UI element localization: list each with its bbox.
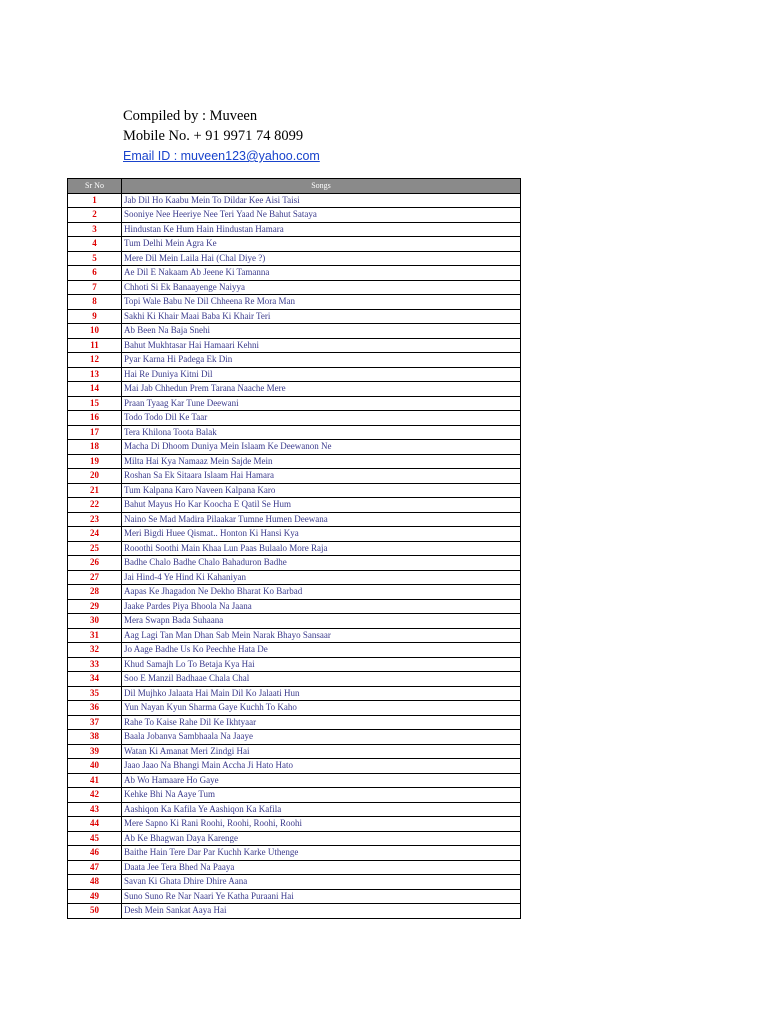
song-title: Khud Samajh Lo To Betaja Kya Hai xyxy=(122,657,521,672)
song-title: Daata Jee Tera Bhed Na Paaya xyxy=(122,860,521,875)
row-number: 16 xyxy=(68,411,122,426)
song-title: Savan Ki Ghata Dhire Dhire Aana xyxy=(122,875,521,890)
table-row xyxy=(68,773,521,788)
table-row xyxy=(68,701,521,716)
table-row xyxy=(68,396,521,411)
table-row xyxy=(68,614,521,629)
song-title: Jab Dil Ho Kaabu Mein To Dildar Kee Aisi Taisi xyxy=(122,193,521,208)
song-title: Mere Dil Mein Laila Hai (Chal Diye ?) xyxy=(122,251,521,266)
row-number: 37 xyxy=(68,715,122,730)
row-number: 11 xyxy=(68,338,122,353)
table-row xyxy=(68,889,521,904)
row-number: 12 xyxy=(68,353,122,368)
row-number: 39 xyxy=(68,744,122,759)
row-number: 24 xyxy=(68,527,122,542)
song-title: Ab Been Na Baja Snehi xyxy=(122,324,521,339)
table-row xyxy=(68,860,521,875)
row-number: 33 xyxy=(68,657,122,672)
song-title: Macha Di Dhoom Duniya Mein Islaam Ke Deewanon Ne xyxy=(122,440,521,455)
table-row xyxy=(68,440,521,455)
song-title: Bahut Mayus Ho Kar Koocha E Qatil Se Hum xyxy=(122,498,521,513)
table-row xyxy=(68,802,521,817)
song-title: Soo E Manzil Badhaae Chala Chal xyxy=(122,672,521,687)
songs-table xyxy=(67,178,521,919)
row-number: 34 xyxy=(68,672,122,687)
row-number: 9 xyxy=(68,309,122,324)
row-number: 28 xyxy=(68,585,122,600)
table-row xyxy=(68,367,521,382)
row-number: 26 xyxy=(68,556,122,571)
song-title: Topi Wale Babu Ne Dil Chheena Re Mora Man xyxy=(122,295,521,310)
table-row xyxy=(68,831,521,846)
table-row xyxy=(68,237,521,252)
table-row xyxy=(68,353,521,368)
row-number: 32 xyxy=(68,643,122,658)
table-row xyxy=(68,222,521,237)
row-number: 2 xyxy=(68,208,122,223)
row-number: 14 xyxy=(68,382,122,397)
song-title: Aashiqon Ka Kafila Ye Aashiqon Ka Kafila xyxy=(122,802,521,817)
row-number: 43 xyxy=(68,802,122,817)
song-title: Badhe Chalo Badhe Chalo Bahaduron Badhe xyxy=(122,556,521,571)
row-number: 15 xyxy=(68,396,122,411)
table-row xyxy=(68,498,521,513)
table-row xyxy=(68,295,521,310)
table-row xyxy=(68,454,521,469)
song-title: Pyar Karna Hi Padega Ek Din xyxy=(122,353,521,368)
song-title: Baithe Hain Tere Dar Par Kuchh Karke Uthenge xyxy=(122,846,521,861)
song-title: Desh Mein Sankat Aaya Hai xyxy=(122,904,521,919)
row-number: 36 xyxy=(68,701,122,716)
row-number: 47 xyxy=(68,860,122,875)
song-title: Tum Delhi Mein Agra Ke xyxy=(122,237,521,252)
song-title: Naino Se Mad Madira Pilaakar Tumne Humen Deewana xyxy=(122,512,521,527)
song-title: Suno Suno Re Nar Naari Ye Katha Puraani Hai xyxy=(122,889,521,904)
table-row xyxy=(68,411,521,426)
row-number: 7 xyxy=(68,280,122,295)
song-title: Mera Swapn Bada Suhaana xyxy=(122,614,521,629)
song-title: Ab Ke Bhagwan Daya Karenge xyxy=(122,831,521,846)
row-number: 18 xyxy=(68,440,122,455)
table-row xyxy=(68,527,521,542)
row-number: 40 xyxy=(68,759,122,774)
table-row xyxy=(68,715,521,730)
table-row xyxy=(68,599,521,614)
table-row xyxy=(68,875,521,890)
song-title: Watan Ki Amanat Meri Zindgi Hai xyxy=(122,744,521,759)
table-row xyxy=(68,251,521,266)
table-row xyxy=(68,208,521,223)
table-row xyxy=(68,788,521,803)
song-title: Mere Sapno Ki Rani Roohi, Roohi, Roohi, Roohi xyxy=(122,817,521,832)
table-row xyxy=(68,324,521,339)
table-row xyxy=(68,672,521,687)
song-title: Baala Jobanva Sambhaala Na Jaaye xyxy=(122,730,521,745)
row-number: 44 xyxy=(68,817,122,832)
table-row xyxy=(68,744,521,759)
row-number: 23 xyxy=(68,512,122,527)
table-row xyxy=(68,483,521,498)
song-title: Ae Dil E Nakaam Ab Jeene Ki Tamanna xyxy=(122,266,521,281)
song-title: Mai Jab Chhedun Prem Tarana Naache Mere xyxy=(122,382,521,397)
table-row xyxy=(68,817,521,832)
table-row xyxy=(68,469,521,484)
song-title: Bahut Mukhtasar Hai Hamaari Kehni xyxy=(122,338,521,353)
row-number: 38 xyxy=(68,730,122,745)
column-header-songs: Songs xyxy=(122,179,521,194)
row-number: 29 xyxy=(68,599,122,614)
table-header-row xyxy=(68,179,521,194)
row-number: 13 xyxy=(68,367,122,382)
song-title: Yun Nayan Kyun Sharma Gaye Kuchh To Kaho xyxy=(122,701,521,716)
song-title: Meri Bigdi Huee Qismat.. Honton Ki Hansi Kya xyxy=(122,527,521,542)
song-title: Chhoti Si Ek Banaayenge Naiyya xyxy=(122,280,521,295)
row-number: 17 xyxy=(68,425,122,440)
song-title: Jaake Pardes Piya Bhoola Na Jaana xyxy=(122,599,521,614)
table-row xyxy=(68,280,521,295)
row-number: 22 xyxy=(68,498,122,513)
table-row xyxy=(68,541,521,556)
song-title: Sooniye Nee Heeriye Nee Teri Yaad Ne Bahut Sataya xyxy=(122,208,521,223)
table-row xyxy=(68,193,521,208)
song-title: Milta Hai Kya Namaaz Mein Sajde Mein xyxy=(122,454,521,469)
row-number: 30 xyxy=(68,614,122,629)
table-row xyxy=(68,266,521,281)
table-row xyxy=(68,657,521,672)
row-number: 31 xyxy=(68,628,122,643)
row-number: 1 xyxy=(68,193,122,208)
row-number: 19 xyxy=(68,454,122,469)
row-number: 42 xyxy=(68,788,122,803)
compiled-by: Compiled by : Muveen xyxy=(123,108,258,124)
song-title: Tum Kalpana Karo Naveen Kalpana Karo xyxy=(122,483,521,498)
table-row xyxy=(68,585,521,600)
table-row xyxy=(68,759,521,774)
song-title: Aag Lagi Tan Man Dhan Sab Mein Narak Bhayo Sansaar xyxy=(122,628,521,643)
table-body xyxy=(68,193,521,918)
song-title: Rahe To Kaise Rahe Dil Ke Ikhtyaar xyxy=(122,715,521,730)
row-number: 50 xyxy=(68,904,122,919)
row-number: 35 xyxy=(68,686,122,701)
row-number: 49 xyxy=(68,889,122,904)
song-title: Ab Wo Hamaare Ho Gaye xyxy=(122,773,521,788)
table-row xyxy=(68,338,521,353)
song-title: Jai Hind-4 Ye Hind Ki Kahaniyan xyxy=(122,570,521,585)
table-row xyxy=(68,382,521,397)
row-number: 48 xyxy=(68,875,122,890)
row-number: 27 xyxy=(68,570,122,585)
row-number: 21 xyxy=(68,483,122,498)
mobile-number: Mobile No. + 91 9971 74 8099 xyxy=(123,128,304,144)
table-row xyxy=(68,556,521,571)
table-row xyxy=(68,512,521,527)
table-row xyxy=(68,686,521,701)
song-title: Dil Mujhko Jalaata Hai Main Dil Ko Jalaati Hun xyxy=(122,686,521,701)
song-title: Aapas Ke Jhagadon Ne Dekho Bharat Ko Barbad xyxy=(122,585,521,600)
table-row xyxy=(68,643,521,658)
row-number: 8 xyxy=(68,295,122,310)
row-number: 10 xyxy=(68,324,122,339)
song-title: Hindustan Ke Hum Hain Hindustan Hamara xyxy=(122,222,521,237)
table-row xyxy=(68,425,521,440)
table-row xyxy=(68,570,521,585)
row-number: 5 xyxy=(68,251,122,266)
row-number: 6 xyxy=(68,266,122,281)
column-header-sr-no: Sr No xyxy=(68,179,122,194)
song-title: Roshan Sa Ek Sitaara Islaam Hai Hamara xyxy=(122,469,521,484)
song-title: Praan Tyaag Kar Tune Deewani xyxy=(122,396,521,411)
song-title: Jaao Jaao Na Bhangi Main Accha Ji Hato Hato xyxy=(122,759,521,774)
song-title: Tera Khilona Toota Balak xyxy=(122,425,521,440)
song-title: Kehke Bhi Na Aaye Tum xyxy=(122,788,521,803)
row-number: 45 xyxy=(68,831,122,846)
row-number: 4 xyxy=(68,237,122,252)
song-title: Todo Todo Dil Ke Taar xyxy=(122,411,521,426)
table-row xyxy=(68,730,521,745)
row-number: 46 xyxy=(68,846,122,861)
song-title: Hai Re Duniya Kitni Dil xyxy=(122,367,521,382)
row-number: 25 xyxy=(68,541,122,556)
song-title: Jo Aage Badhe Us Ko Peechhe Hata De xyxy=(122,643,521,658)
email-link[interactable]: Email ID : muveen123@yahoo.com xyxy=(123,149,320,163)
table-row xyxy=(68,628,521,643)
song-title: Rooothi Soothi Main Khaa Lun Paas Bulaalo More Raja xyxy=(122,541,521,556)
table-row xyxy=(68,309,521,324)
row-number: 20 xyxy=(68,469,122,484)
table-row xyxy=(68,846,521,861)
header xyxy=(123,106,320,166)
row-number: 41 xyxy=(68,773,122,788)
row-number: 3 xyxy=(68,222,122,237)
table-row xyxy=(68,904,521,919)
song-title: Sakhi Ki Khair Maai Baba Ki Khair Teri xyxy=(122,309,521,324)
